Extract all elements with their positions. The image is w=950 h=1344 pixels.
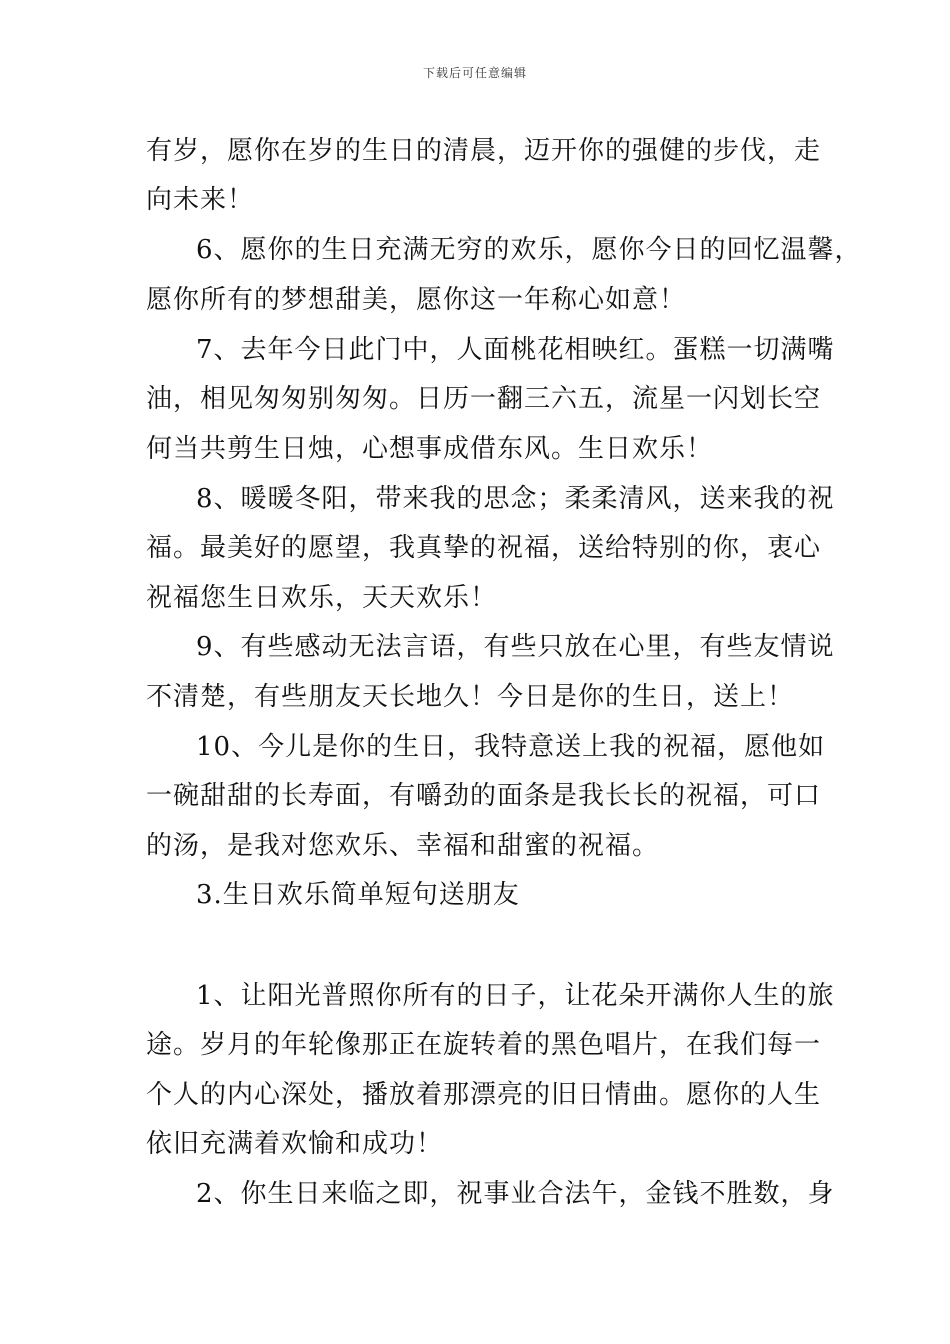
text-line: 9、有些感动无法言语，有些只放在心里，有些友情说: [196, 632, 835, 662]
text-line: 个人的内心深处，播放着那漂亮的旧日情曲。愿你的人生: [146, 1080, 822, 1110]
text-line: 油，相见匆匆别匆匆。日历一翻三六五，流星一闪划长空: [146, 384, 822, 414]
text-line: 2、你生日来临之即，祝事业合法午，金钱不胜数，身: [196, 1179, 835, 1209]
text-line: 8、暖暖冬阳，带来我的思念；柔柔清风，送来我的祝: [196, 484, 835, 514]
text-line: 途。岁月的年轮像那正在旋转着的黑色唱片，在我们每一: [146, 1030, 822, 1060]
text-line: 7、去年今日此门中，人面桃花相映红。蛋糕一切满嘴: [196, 335, 835, 365]
text-line: 福。最美好的愿望，我真挚的祝福，送给特别的你，衷心: [146, 533, 822, 563]
text-line: 依旧充满着欢愉和成功！: [146, 1129, 444, 1159]
text-line: 愿你所有的梦想甜美，愿你这一年称心如意！: [146, 285, 687, 315]
text-line: 6、愿你的生日充满无穷的欢乐，愿你今日的回忆温馨，: [196, 235, 862, 265]
text-line: 祝福您生日欢乐，天天欢乐！: [146, 583, 498, 613]
text-line: 的汤，是我对您欢乐、幸福和甜蜜的祝福。: [146, 831, 660, 861]
text-line: 有岁，愿你在岁的生日的清晨，迈开你的强健的步伐，走: [146, 136, 822, 166]
text-line: 向未来！: [146, 185, 255, 215]
section-heading: 3.生日欢乐简单短句送朋友: [196, 880, 520, 910]
text-line: 一碗甜甜的长寿面，有嚼劲的面条是我长长的祝福，可口: [146, 781, 822, 811]
header-note: 下载后可任意编辑: [422, 66, 527, 80]
text-line: 10、今儿是你的生日，我特意送上我的祝福，愿他如: [196, 732, 826, 762]
text-line: 何当共剪生日烛，心想事成借东风。生日欢乐！: [146, 434, 714, 464]
text-line: 1、让阳光普照你所有的日子，让花朵开满你人生的旅: [196, 981, 835, 1011]
text-line: 不清楚，有些朋友天长地久！今日是你的生日，送上！: [146, 682, 795, 712]
